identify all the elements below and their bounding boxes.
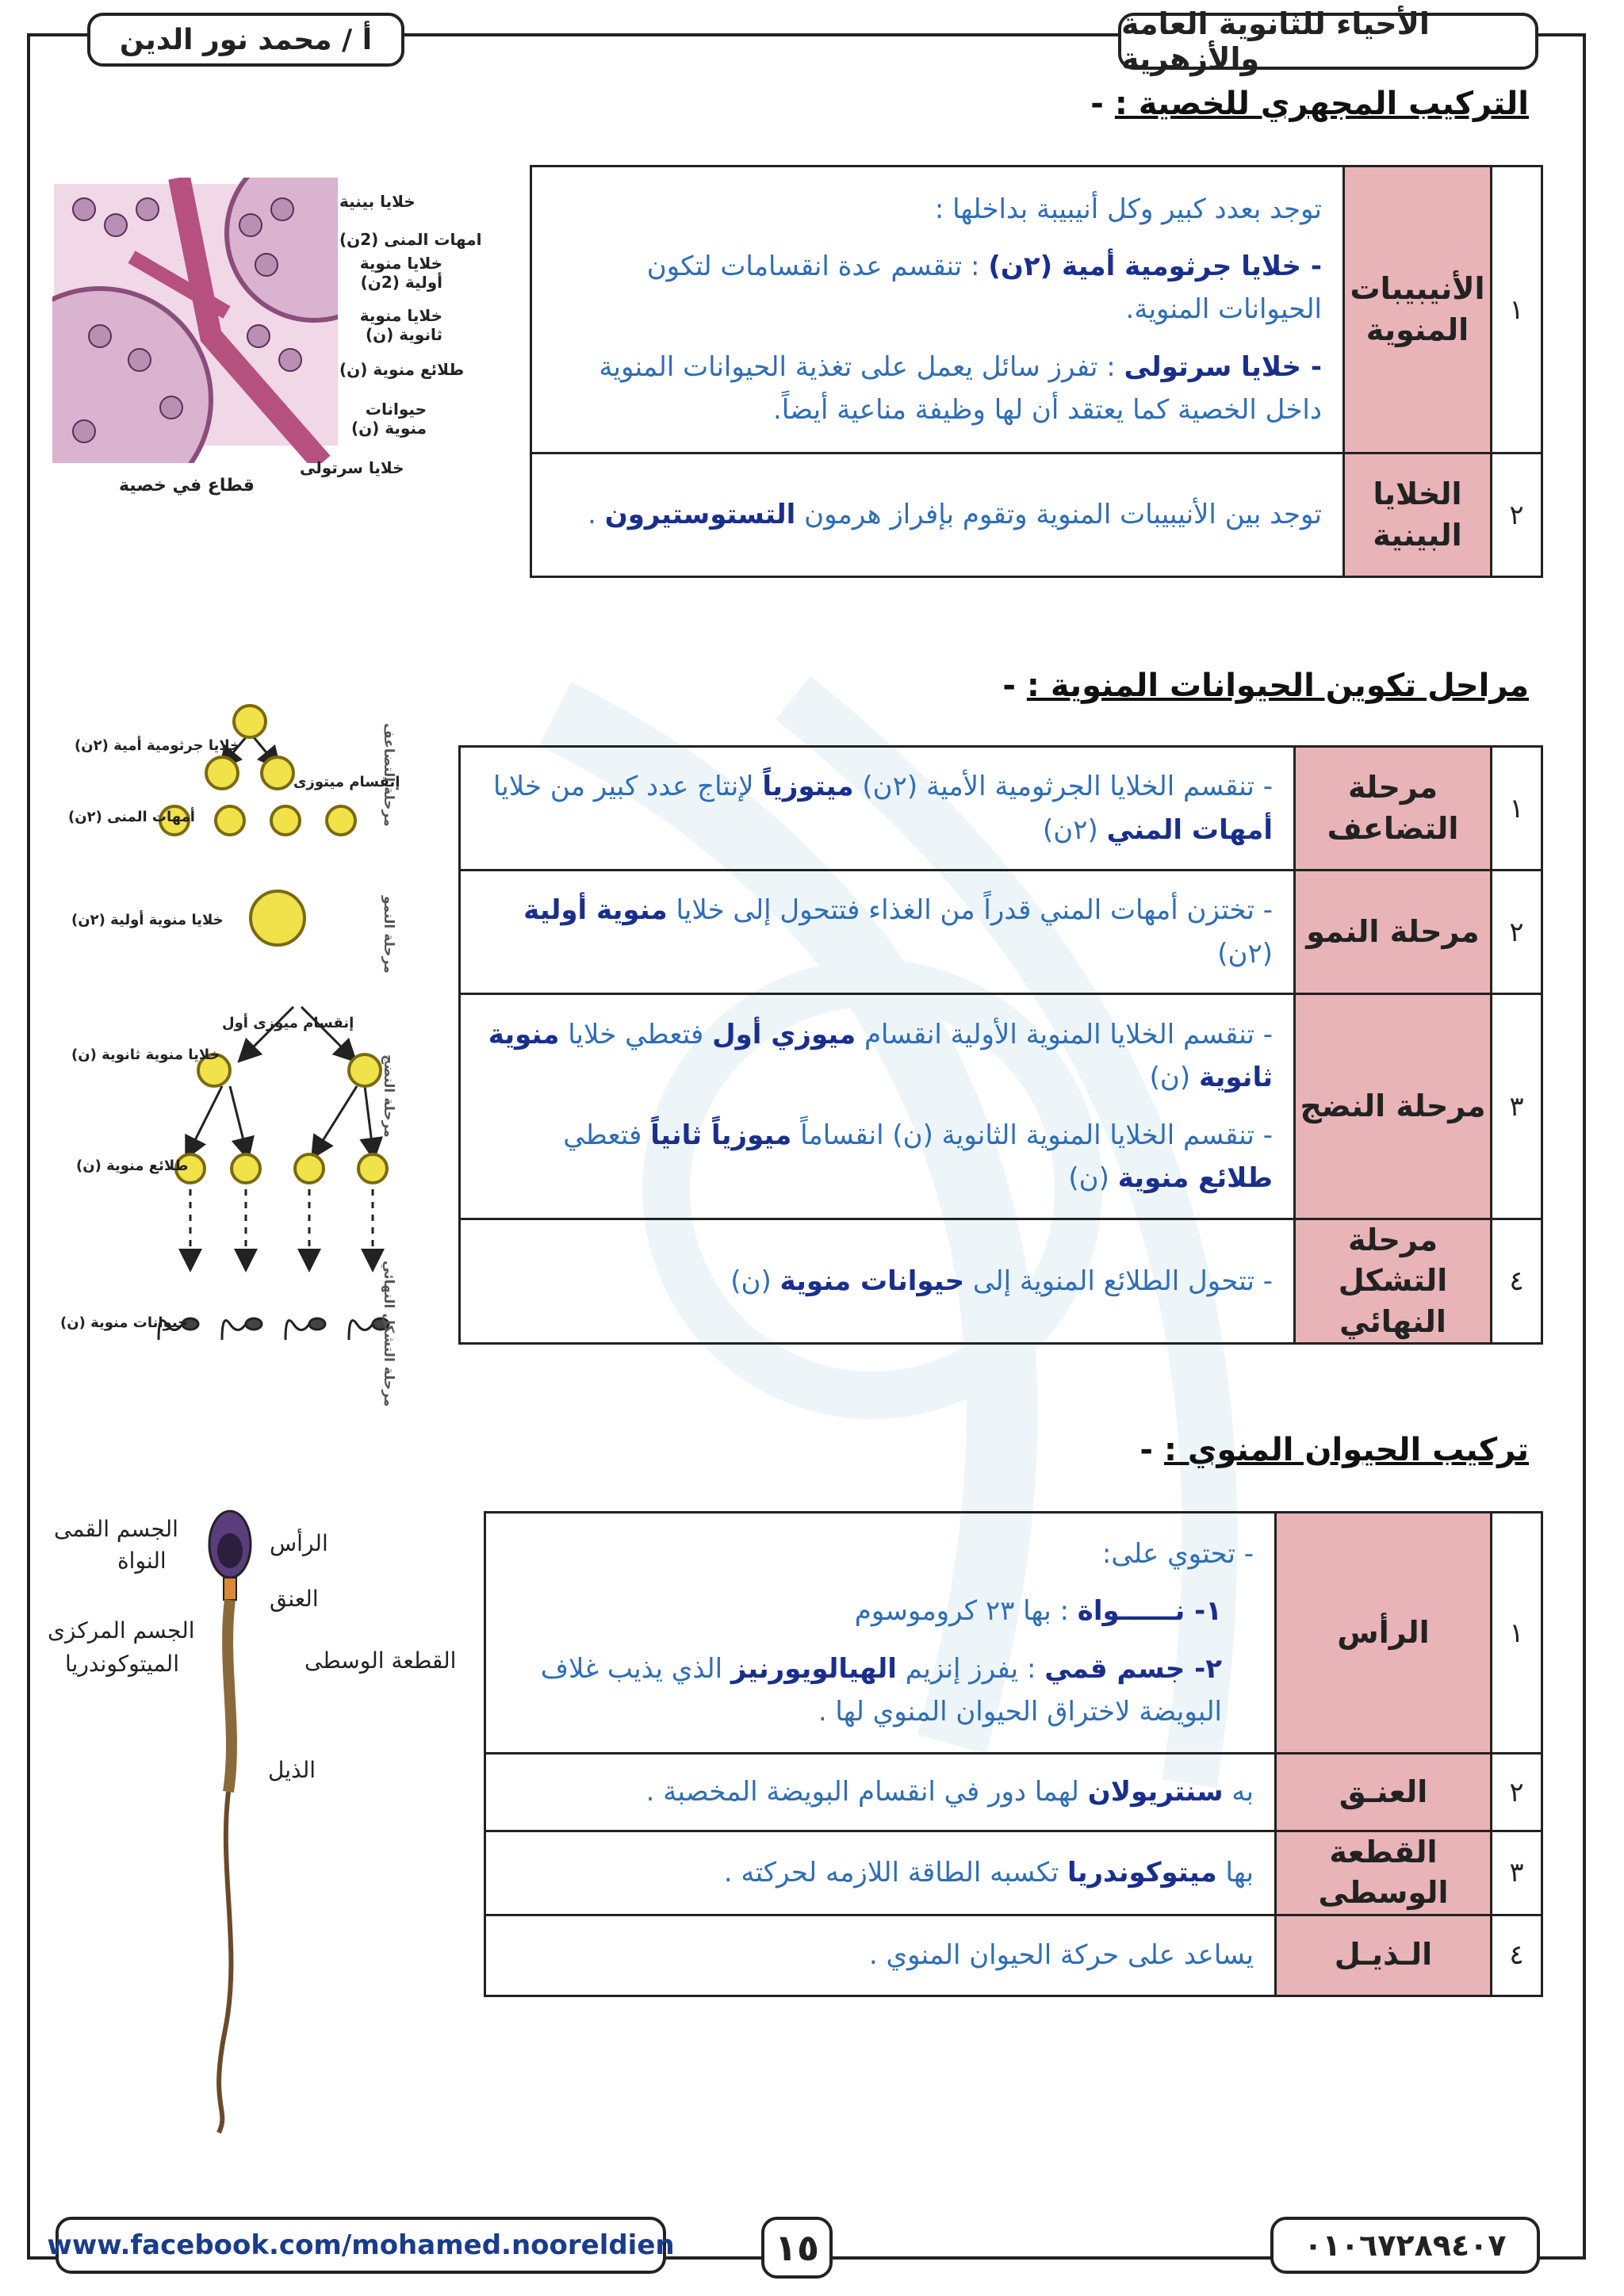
plain-text: فتعطي — [563, 1119, 651, 1151]
plain-text: - تنقسم الخلايا المنوية الأولية انقسام — [856, 1018, 1273, 1050]
fig-label: خلايا منوية ثانوية (ن) — [359, 306, 442, 344]
table-row — [460, 1219, 1542, 1344]
plain-text: - تنقسم الخلايا المنوية الثانوية (ن) انقساماً — [791, 1119, 1273, 1151]
table-row — [460, 871, 1542, 994]
fig-label: الذيل — [268, 1757, 316, 1783]
table-row — [485, 1915, 1542, 1996]
plain-text: (ن) — [1149, 1062, 1199, 1094]
book-title: الأحياء للثانوية العامة والأزهرية — [1118, 13, 1538, 70]
plain-text: : يفرز إنزيم — [896, 1652, 1045, 1685]
acrosome-text — [507, 1647, 1254, 1734]
row-label: مرحلة التضاعف — [1295, 747, 1492, 871]
meiosis-one-text — [481, 1013, 1273, 1100]
row-label: الخلايا البينية — [1344, 453, 1492, 577]
row-description — [485, 1754, 1276, 1831]
table-row — [460, 994, 1542, 1219]
intro-text: توجد بعدد كبير وكل أنيبيبة بداخلها : — [934, 193, 1322, 225]
row-number: ٤ — [1492, 1915, 1542, 1996]
row-number: ١ — [1492, 747, 1542, 871]
row-number: ٢ — [1492, 453, 1542, 577]
row-number: ٢ — [1492, 1754, 1542, 1831]
figure-caption: قطاع في خصية — [119, 476, 255, 496]
section-heading-testis — [1090, 86, 1529, 122]
row-label: الأنيبيبات المنوية — [1344, 166, 1492, 453]
plain-text: - تتحول الطلائع المنوية إلى — [964, 1265, 1273, 1297]
plain-text: به — [1223, 1776, 1254, 1808]
sertoli-text — [553, 346, 1322, 432]
heading-text: مراحل تكوين الحيوانات المنوية : — [1026, 668, 1529, 704]
testis-structure-table — [530, 165, 1543, 578]
fig-label: الرأس — [270, 1530, 328, 1556]
bold-term: ميوزياً ثانياً — [650, 1119, 792, 1151]
row-description — [485, 1831, 1276, 1915]
fig-label: خلايا منوية ثانوية (ن) — [71, 1047, 220, 1063]
row-number: ٣ — [1492, 1831, 1542, 1915]
row-description — [485, 1513, 1276, 1754]
row-label: مرحلة التشكل النهائي — [1295, 1219, 1492, 1344]
section-heading-sperm-structure — [1139, 1432, 1529, 1468]
row-number: ٤ — [1492, 1219, 1542, 1344]
row-label: مرحلة النضج — [1295, 994, 1492, 1219]
testis-section-figure — [52, 178, 338, 463]
row-description — [460, 994, 1295, 1219]
plain-text: لهما دور في انقسام البويضة المخصبة . — [645, 1776, 1088, 1808]
heading-text: تركيب الحيوان المنوي : — [1163, 1432, 1529, 1468]
bold-term: أمهات المني — [1106, 813, 1273, 846]
bold-term: ميتوكوندريا — [1067, 1857, 1217, 1889]
testis-illustration — [52, 178, 338, 463]
meiosis-two-text — [481, 1114, 1273, 1200]
fig-label: خلايا منوية أولية (٢ن) — [71, 912, 224, 928]
author-name: أ / محمد نور الدين — [87, 13, 404, 67]
bold-term: التستوستيرون — [604, 499, 796, 531]
table-row — [531, 166, 1542, 453]
plain-text: توجد بين الأنيبيبات المنوية وتقوم بإفراز هرمون — [795, 499, 1322, 531]
stage-label: مرحلة النضج — [381, 1054, 396, 1138]
row-description — [460, 871, 1295, 994]
fig-label: خلايا بينية — [339, 192, 416, 211]
fig-label: القطعة الوسطى — [304, 1647, 457, 1674]
row-label: الـذيـل — [1276, 1915, 1492, 1996]
plain-text: (ن) — [1068, 1161, 1118, 1194]
section-heading-spermatogenesis — [1002, 668, 1529, 704]
plain-text: . — [588, 499, 605, 531]
fig-label: خلايا منوية أولية (2ن) — [359, 254, 442, 292]
row-description — [531, 453, 1344, 577]
plain-text: تكسبه الطاقة اللازمه لحركته . — [723, 1857, 1067, 1889]
plain-text: بها — [1216, 1857, 1254, 1889]
row-number: ١ — [1492, 166, 1542, 453]
table-row — [485, 1513, 1542, 1754]
bold-term: ٢- جسم قمي — [1044, 1652, 1222, 1685]
bold-term: - خلايا سرتولى — [1124, 350, 1322, 383]
row-description — [485, 1915, 1276, 1996]
row-description — [460, 1219, 1295, 1344]
table-row — [485, 1831, 1542, 1915]
bold-term: حيوانات منوية — [779, 1265, 965, 1297]
fig-label: النواة — [117, 1548, 167, 1574]
plain-text: (٢ن) — [1043, 813, 1107, 846]
plain-text: (ن) — [730, 1265, 780, 1297]
row-number: ١ — [1492, 1513, 1542, 1754]
plain-text: (٢ن) — [1217, 937, 1273, 970]
bold-term: الهيالويورنيز — [730, 1652, 897, 1685]
plain-text: الذي يذيب غلاف البويضة لاختراق الحيوان المنوي لها . — [540, 1652, 1222, 1728]
fig-label: العنق — [270, 1586, 319, 1612]
stage-label: مرحلة التشكل النهائي — [381, 1261, 396, 1407]
row-label: مرحلة النمو — [1295, 871, 1492, 994]
row-label: الرأس — [1276, 1513, 1492, 1754]
page-number: ١٥ — [761, 2217, 833, 2279]
row-description — [531, 166, 1344, 453]
plain-text: فتعطي خلايا — [559, 1018, 713, 1050]
spermatogenesis-table — [458, 745, 1543, 1345]
plain-text: - تنقسم الخلايا الجرثومية الأمية (٢ن) — [853, 771, 1273, 803]
row-number: ٢ — [1492, 871, 1542, 994]
fig-label: طلائع منوية (ن) — [76, 1158, 189, 1174]
fig-label: طلائع منوية (ن) — [339, 360, 465, 379]
fig-label: الجسم القمى — [54, 1516, 178, 1542]
fig-label: حيوانات منوية (ن) — [350, 400, 427, 438]
bold-term: ميتوزياً — [762, 771, 854, 803]
bold-term: ١- نــــــواة — [1077, 1595, 1222, 1628]
table-row — [485, 1754, 1542, 1831]
table-row — [531, 453, 1542, 577]
row-label: القطعة الوسطى — [1276, 1831, 1492, 1915]
heading-dash: - — [1002, 668, 1016, 704]
table-row — [460, 747, 1542, 871]
fig-label: إنقسام ميتوزى — [293, 774, 400, 790]
row-description — [460, 747, 1295, 871]
fig-label: الجسم المركزى — [48, 1617, 195, 1644]
fig-label: امهات المنى (2ن) — [339, 230, 482, 249]
fig-label: إنقسام ميوزى أول — [222, 1015, 354, 1031]
plain-text: يساعد على حركة الحيوان المنوي . — [868, 1938, 1254, 1971]
plain-text: : تنقسم عدة انقسامات لتكون الحيوانات المنوية. — [646, 250, 1322, 326]
intro-text: - تحتوي على: — [1101, 1537, 1254, 1570]
plain-text: : تفرز سائل يعمل على تغذية الحيوانات المنوية داخل الخصية كما يعتقد أن لها وظيفة مناعية أيضاً. — [599, 350, 1322, 427]
row-number: ٣ — [1492, 994, 1542, 1219]
fig-label: خلايا سرتولى — [300, 458, 404, 477]
bold-term: منوية ثانوية — [488, 1018, 1273, 1094]
fig-label: حيوانات منوية (ن) — [60, 1314, 189, 1331]
fig-label: الميتوكوندريا — [65, 1651, 179, 1677]
heading-dash: - — [1090, 86, 1104, 122]
heading-text: التركيب المجهري للخصية : — [1114, 86, 1529, 122]
bold-term: طلائع منوية — [1117, 1161, 1273, 1194]
phone-number: ٠١٠٦٧٢٨٩٤٠٧ — [1270, 2217, 1540, 2274]
bold-term: ميوزي أول — [712, 1018, 856, 1050]
fig-label: أمهات المنى (٢ن) — [68, 809, 195, 825]
plain-text: - تختزن أمهات المني قدراً من الغذاء فتتحول إلى خلايا — [667, 894, 1273, 927]
sperm-structure-table — [484, 1511, 1543, 1997]
germ-cells-text — [553, 245, 1322, 331]
fig-label: خلايا جرثومية أمية (٢ن) — [75, 737, 240, 754]
stage-label: مرحلة النمو — [381, 896, 396, 974]
row-label: العنـق — [1276, 1754, 1492, 1831]
nucleus-text — [507, 1590, 1254, 1632]
bold-term: سنتريولان — [1087, 1776, 1224, 1808]
plain-text: لإنتاج عدد كبير من خلايا — [492, 771, 763, 803]
plain-text: : بها ٢٣ كروموسوم — [854, 1595, 1078, 1628]
facebook-link[interactable]: www.facebook.com/mohamed.nooreldien — [56, 2217, 666, 2274]
heading-dash: - — [1139, 1432, 1154, 1468]
bold-term: منوية أولية — [523, 894, 668, 927]
bold-term: - خلايا جرثومية أمية (٢ن) — [988, 250, 1322, 282]
stage-label: مرحلة التضاعف — [381, 723, 396, 827]
